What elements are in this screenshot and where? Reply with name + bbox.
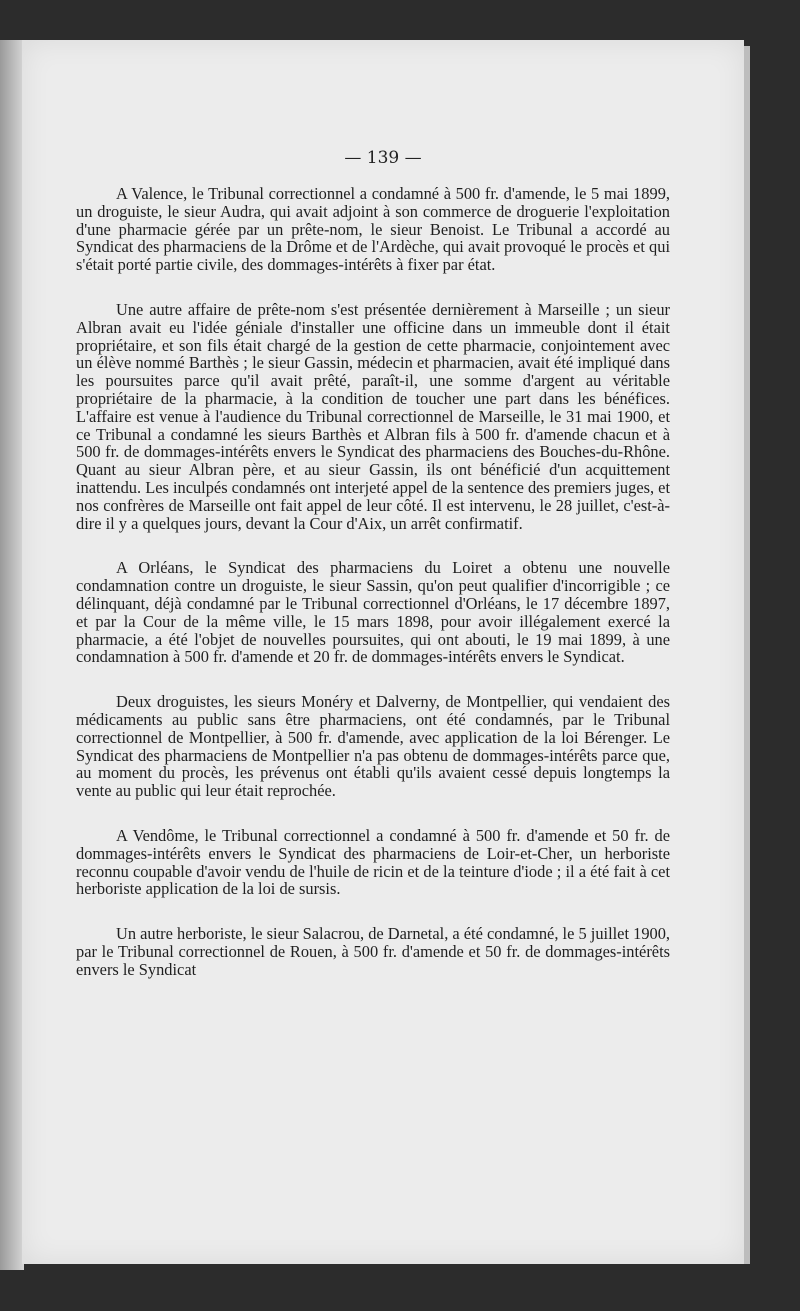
previous-page-edge bbox=[0, 40, 24, 1270]
paragraph-marseille: Une autre affaire de prête-nom s'est présentée dernièrement à Marseille ; un sieur Albran avait eu l'idée géniale d'installer une officine dans un immeuble dont il était propriétaire, et son fils était chargé de la gestion de cette pharmacie, conjointement avec un élève nommé Barthès ; le sieur Gassin, médecin et pharmacien, avait été impliqué dans les poursuites parce qu'il avait prêté, paraît-il, une somme d'argent au véritable propriétaire de la pharmacie, à la condition de toucher une part dans les bénéfices. L'affaire est venue à l'audience du Tribunal correctionnel de Marseille, le 31 mai 1900, et ce Tribunal a condamné les sieurs Barthès et Albran fils à 500 fr. d'amende chacun et à 500 fr. de dommages-intérêts envers le Syndicat des pharmaciens des Bouches-du-Rhône. Quant au sieur Albran père, et au sieur Gassin, ils ont bénéficié d'un acquittement inattendu. Les inculpés condamnés ont interjeté appel de la sentence des premiers juges, et nos confrères de Marseille ont fait appel de leur côté. Il est intervenu, le 28 juillet, c'est-à-dire il y a quelques jours, devant la Cour d'Aix, un arrêt confirmatif. bbox=[76, 299, 670, 533]
paragraph-valence: A Valence, le Tribunal correctionnel a condamné à 500 fr. d'amende, le 5 mai 1899, un droguiste, le sieur Audra, qui avait adjoint à son commerce de droguerie l'exploitation d'une pharmacie gérée par un prête-nom, le sieur Benoist. Le Tribunal a accordé au Syndicat des pharmaciens de la Drôme et de l'Ardèche, qui avait provoqué le procès et qui s'était porté partie civile, des dommages-intérêts à fixer par état. bbox=[76, 184, 670, 275]
page-number: — 139 — bbox=[344, 148, 422, 168]
paragraph-rouen: Un autre herboriste, le sieur Salacrou, de Darnetal, a été condamné, le 5 juillet 1900, par le Tribunal correctionnel de Rouen, à 500 fr. d'amende et 50 fr. de dommages-intérêts envers le Syndicat bbox=[76, 924, 670, 979]
body-text bbox=[76, 185, 670, 1005]
book-page bbox=[22, 40, 744, 1264]
paragraph-orleans: A Orléans, le Syndicat des pharmaciens du Loiret a obtenu une nouvelle condamnation contre un droguiste, le sieur Sassin, qu'on peut qualifier d'incorrigible ; ce délinquant, déjà condamné par le Tribunal correctionnel d'Orléans, le 17 décembre 1897, et par la Cour de la même ville, le 15 mars 1898, pour avoir illégalement exercé la pharmacie, a été l'objet de nouvelles poursuites, qui ont abouti, le 19 mai 1899, à une condamnation à 500 fr. d'amende et 20 fr. de dommages-intérêts envers le Syndicat. bbox=[76, 558, 670, 667]
paragraph-montpellier: Deux droguistes, les sieurs Monéry et Dalverny, de Montpellier, qui vendaient des médicaments au public sans être pharmaciens, ont été condamnés, par le Tribunal correctionnel de Montpellier, à 500 fr. d'amende, avec application de la loi Bérenger. Le Syndicat des pharmaciens de Montpellier n'a pas obtenu de dommages-intérêts parce que, au moment du procès, les prévenus ont établi qu'ils avaient cessé depuis longtemps la vente au public qui leur était reprochée. bbox=[76, 692, 670, 801]
paragraph-vendome: A Vendôme, le Tribunal correctionnel a condamné à 500 fr. d'amende et 50 fr. de dommages-intérêts envers le Syndicat des pharmaciens de Loir-et-Cher, un herboriste reconnu coupable d'avoir vendu de l'huile de ricin et de la teinture d'iode ; il a été fait à cet herboriste application de la loi de sursis. bbox=[76, 825, 670, 899]
